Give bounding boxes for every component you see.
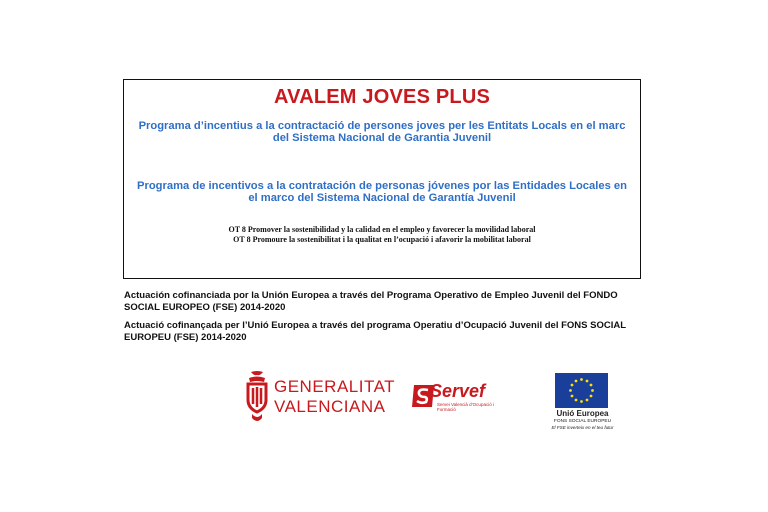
eu-label: Unió Europea [556, 409, 609, 418]
cofinancing-note-spanish: Actuación cofinanciada por la Unión Europea a través del Programa Operativo de Empleo Juvenil del FONDO SOCIAL EUROPEO (FSE) 2014-2020 [124, 290, 618, 313]
program-description-valencian: Programa d’incentius a la contractació de persones joves per les Entitats Locals en el marc del Sistema Nacional de Garantia Juvenil [138, 120, 626, 144]
objective-spanish: OT 8 Promover la sostenibilidad y la calidad en el empleo y favorecer la movilidad laboral [228, 225, 536, 234]
program-description-spanish: Programa de incentivos a la contratación de personas jóvenes por las Entidades Locales en el marco del Sistema Nacional de Garantía Juvenil [137, 180, 627, 204]
cofinancing-note-valencian: Actuació cofinançada per l’Unió Europea a través del programa Operatiu d’Ocupació Juvenil del FONS SOCIAL EUROPEU (FSE) 2014-2020 [124, 320, 626, 343]
generalitat-wordmark: GENERALITAT VALENCIANA [274, 377, 396, 416]
eu-fund-label: FONS SOCIAL EUROPEU [553, 419, 612, 424]
eu-motto: El FSE inverteix en el teu futur [551, 425, 614, 430]
program-title: AVALEM JOVES PLUS [273, 86, 491, 108]
servef-wordmark: Servef [430, 381, 486, 401]
eu-flag-icon [555, 373, 608, 408]
objective-valencian: OT 8 Promoure la sostenibilitat i la qualitat en l’ocupació i afavorir la mobilitat laboral [233, 235, 531, 244]
valencian-coat-of-arms-icon [244, 370, 270, 426]
program-info-box [123, 79, 641, 279]
servef-logo [410, 381, 500, 421]
european-union-logo [545, 373, 625, 433]
servef-subtitle: Servei Valencià d’Ocupació i Formació [437, 402, 494, 412]
generalitat-valenciana-logo [244, 370, 396, 426]
